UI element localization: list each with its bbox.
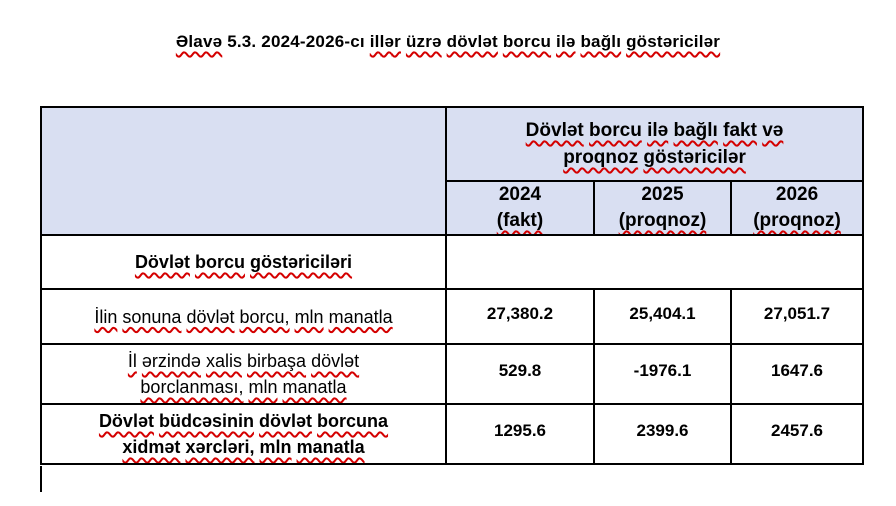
value-cell-2024: 529.8 <box>446 344 594 404</box>
year-label: 2025 <box>641 184 684 205</box>
row-label-cell <box>41 404 446 464</box>
table-row <box>41 404 863 464</box>
year-header-2025 <box>594 181 731 235</box>
row-label-line: İlin sonuna dövlət borcu, mln manatla <box>94 306 393 327</box>
debt-indicators-table <box>40 106 864 465</box>
value-cell-2026: 27,051.7 <box>731 289 863 344</box>
year-qualifier: (fakt) <box>496 210 544 231</box>
header-blank-cell <box>41 107 446 235</box>
row-label-line: xidmət xərcləri, mln manatla <box>122 437 365 457</box>
year-header-2024 <box>446 181 594 235</box>
year-header-2026 <box>731 181 863 235</box>
value-cell-2025: 25,404.1 <box>594 289 731 344</box>
row-label-cell <box>41 344 446 404</box>
section-label-cell: Dövlət borcu göstəriciləri <box>41 235 446 289</box>
year-label: 2026 <box>775 184 819 205</box>
section-header-row <box>41 235 863 289</box>
year-qualifier: (proqnoz) <box>618 210 707 231</box>
header-title-line-2: proqnoz göstəricilər <box>563 147 746 168</box>
header-title-line-1: Dövlət borcu ilə bağlı fakt və <box>525 120 784 141</box>
row-label-line: Dövlət büdcəsinin dövlət borcuna <box>98 411 389 431</box>
table-row <box>41 344 863 404</box>
header-row-merged <box>41 107 863 181</box>
row-label-cell <box>41 289 446 344</box>
value-cell-2024: 27,380.2 <box>446 289 594 344</box>
table-row <box>41 289 863 344</box>
value-cell-2024: 1295.6 <box>446 404 594 464</box>
year-qualifier: (proqnoz) <box>753 210 841 231</box>
value-cell-2026: 1647.6 <box>731 344 863 404</box>
year-label: 2024 <box>498 184 542 205</box>
value-cell-2026: 2457.6 <box>731 404 863 464</box>
row-label-line: İl ərzində xalis birbaşa dövlət <box>127 351 360 371</box>
row-label-line: borclanması, mln manatla <box>140 377 347 397</box>
section-empty-cell <box>446 235 863 289</box>
value-cell-2025: -1976.1 <box>594 344 731 404</box>
value-cell-2025: 2399.6 <box>594 404 731 464</box>
next-row-border-stub <box>40 466 42 492</box>
table-header-title-cell <box>446 107 863 181</box>
page-title: Əlavə 5.3. 2024-2026-cı illər üzrə dövlət borcu ilə bağlı göstəricilər <box>175 32 721 51</box>
